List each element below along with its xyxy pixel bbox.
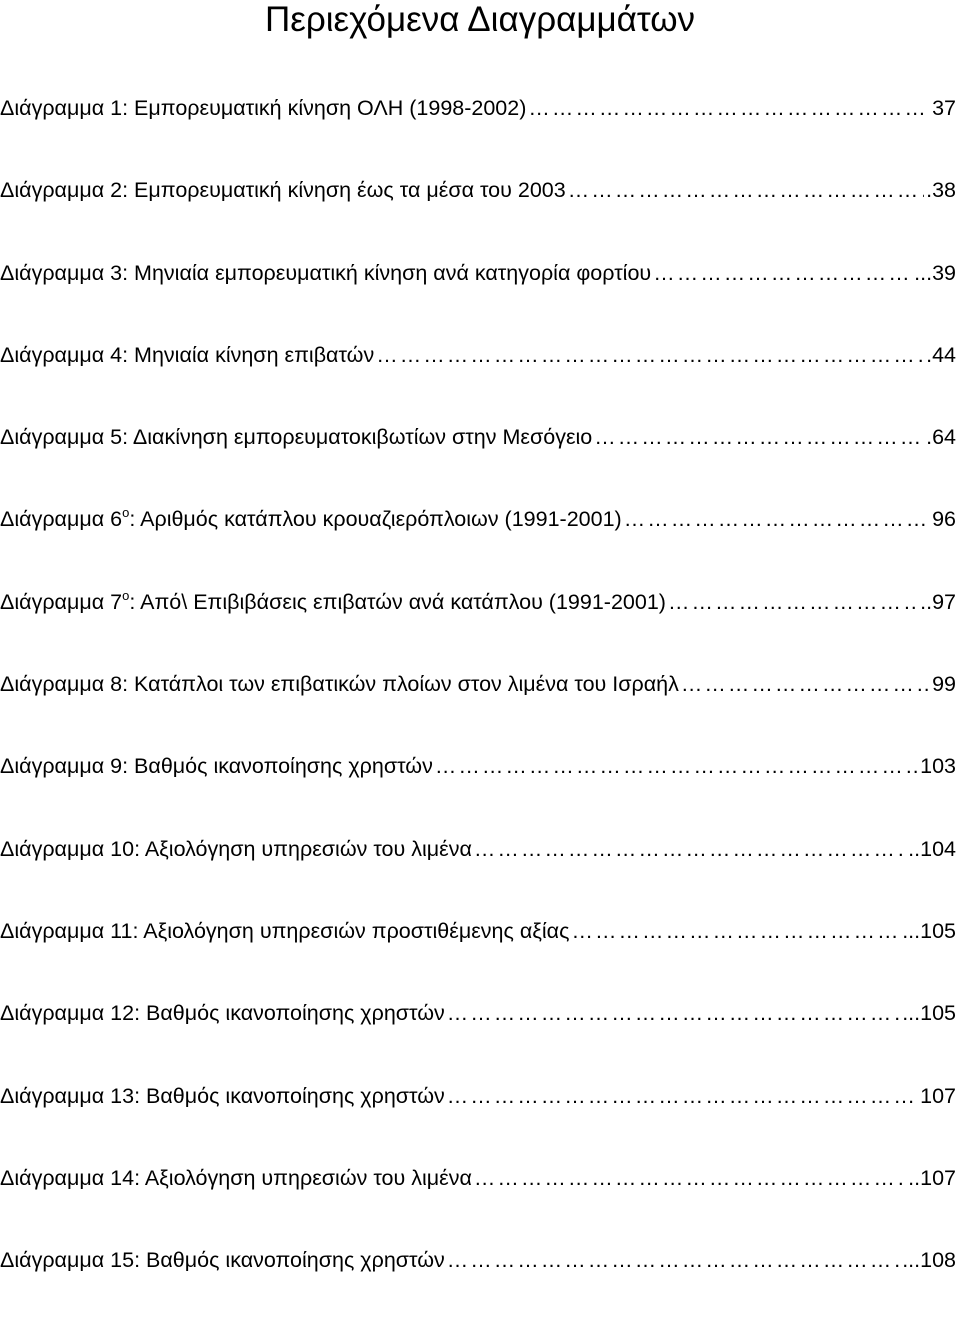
toc-dot-leader [594,419,924,455]
toc-entry-label: Διάγραμμα 4: Μηνιαία κίνηση επιβατών [0,342,375,367]
toc-dot-leader [435,748,918,784]
toc-page-number: ...39 [914,260,956,285]
toc-entry[interactable] [0,172,956,254]
toc-entry-label: Διάγραμμα 11: Αξιολόγηση υπηρεσιών προστιθέμενης αξίας [0,918,570,943]
toc-entry[interactable] [0,584,956,666]
toc-entry-label: Διάγραμμα 14: Αξιολόγηση υπηρεσιών του λιμένα [0,1165,472,1190]
toc-entry-label: Διάγραμμα 3: Μηνιαία εμπορευματική κίνηση ανά κατηγορία φορτίου [0,260,652,285]
toc-entry-label: Διάγραμμα 9: Βαθμός ικανοποίησης χρηστών [0,754,433,779]
toc-entry-label: Διάγραμμα 1: Εμπορευματική κίνηση ΟΛΗ (1998-2002) [0,96,527,120]
toc-entry[interactable] [0,995,956,1077]
toc-dot-leader [376,337,924,373]
toc-entry-label: Διάγραμμα 2: Εμπορευματική κίνηση έως τα μέσα του 2003 [0,178,566,203]
toc-entry[interactable] [0,748,956,830]
toc-entry-label: Διάγραμμα $6^o$: Αριθμός κατάπλου κρουαζιερόπλοιων (1991-2001) [0,505,622,532]
toc-page-number: 37 [932,96,956,120]
toc-page-number: ..97 [920,589,956,614]
toc-entry[interactable] [0,337,956,419]
ordinal-superscript: ο [122,505,130,521]
toc-entry-label: Διάγραμμα 8: Κατάπλοι των επιβατικών πλοίων στον λιμένα του Ισραήλ [0,672,679,697]
toc-dot-leader [681,666,930,702]
toc-entry[interactable] [0,913,956,995]
toc-entry-label: Διάγραμμα 5: Διακίνηση εμπορευματοκιβωτίων στην Μεσόγειο [0,425,593,450]
toc-entry[interactable] [0,1078,956,1160]
toc-dot-leader [571,913,900,949]
toc-entry-label: Διάγραμμα 13: Βαθμός ικανοποίησης χρηστών [0,1083,445,1108]
toc-page-number: . 107 [908,1083,956,1108]
toc-page-number: ..104 [908,836,956,861]
toc-page-number: ...105 [902,918,956,943]
toc-page-number: .38 [926,178,956,203]
toc-entry[interactable] [0,1160,956,1242]
toc-entry[interactable] [0,831,956,913]
toc-list [0,90,956,1324]
toc-page-number: .44 [926,342,956,367]
toc-page-number: ...108 [902,1248,956,1273]
toc-dot-leader [447,1078,906,1114]
toc-entry[interactable] [0,501,956,583]
toc-page-number: 103 [920,754,956,779]
toc-dot-leader [528,90,930,126]
toc-page-number: 99 [932,672,956,697]
toc-entry[interactable] [0,419,956,501]
page-title: Περιεχόμενα Διαγραμμάτων [264,0,696,39]
toc-dot-leader [568,172,924,208]
toc-entry-label: Διάγραμμα 10: Αξιολόγηση υπηρεσιών του λιμένα [0,836,472,861]
toc-dot-leader [447,1242,900,1278]
toc-entry[interactable] [0,255,956,337]
toc-dot-leader [474,1160,906,1196]
toc-page-number: ...105 [902,1001,956,1026]
toc-dot-leader [447,995,900,1031]
toc-entry[interactable] [0,90,956,172]
toc-dot-leader [624,501,930,537]
toc-dot-leader [653,255,912,291]
toc-entry[interactable] [0,666,956,748]
toc-entry-label: Διάγραμμα 15: Βαθμός ικανοποίησης χρηστών [0,1248,445,1273]
toc-entry-label: Διάγραμμα 12: Βαθμός ικανοποίησης χρηστών [0,1001,445,1026]
toc-dot-leader [474,831,906,867]
toc-page-number: 96 [932,507,956,532]
toc-page-number: .64 [926,425,956,450]
toc-dot-leader [668,584,918,620]
toc-entry[interactable] [0,1242,956,1324]
ordinal-superscript: ο [122,587,130,603]
toc-page-number: ..107 [908,1165,956,1190]
toc-entry-label: Διάγραμμα $7^o$: Από\ Επιβιβάσεις επιβατών ανά κατάπλου (1991-2001) [0,587,666,614]
